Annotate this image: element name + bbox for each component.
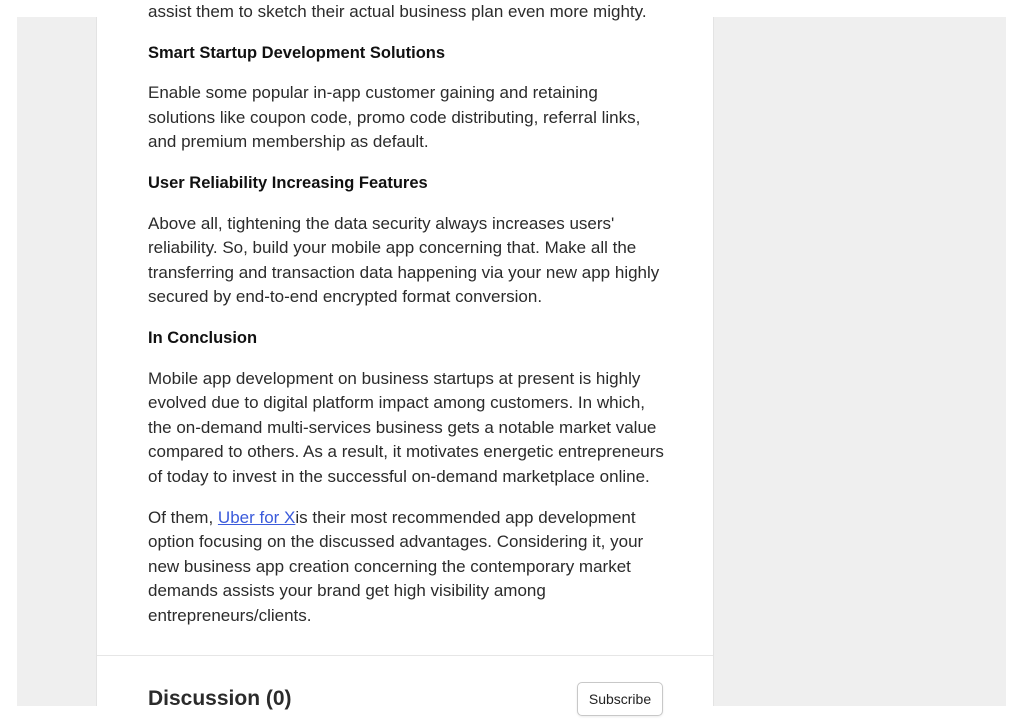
section-heading-conclusion: In Conclusion xyxy=(148,328,258,347)
article-paragraph-final xyxy=(148,506,668,629)
section-divider xyxy=(97,655,713,656)
discussion-title: Discussion (0) xyxy=(148,687,292,710)
article-card xyxy=(96,2,714,710)
article-paragraph: Mobile app development on business startups at present is highly evolved due to digital platform impact among customers. In which, the on-demand multi-services business gets a notable market value compared to others. As a result, it motivates energetic entrepreneurs of today to invest in the successful on-demand marketplace online. xyxy=(148,368,664,486)
final-paragraph-prefix: Of them, xyxy=(148,507,218,527)
page-frame xyxy=(17,2,1006,710)
article-paragraph: Enable some popular in-app customer gaining and retaining solutions like coupon code, promo code distributing, referral links, and premium membership as default. xyxy=(148,83,641,152)
uber-for-x-link[interactable]: Uber for X xyxy=(217,507,296,527)
subscribe-button[interactable]: Subscribe xyxy=(577,682,663,716)
article-paragraph: Above all, tightening the data security always increases users' reliability. So, build your mobile app concerning that. Make all the transferring and transaction data happening via your new app highly secured by end-to-end encrypted format conversion. xyxy=(148,213,660,307)
final-paragraph-suffix: is their most recommended app development option focusing on the discussed advantages. Considering it, your new business app creation concerning the contemporary market demands assists your brand get high visibility among entrepreneurs/clients. xyxy=(148,507,644,625)
section-heading-user-reliability: User Reliability Increasing Features xyxy=(148,173,428,192)
section-heading-smart-startup: Smart Startup Development Solutions xyxy=(148,43,446,62)
article-body xyxy=(148,0,668,644)
article-paragraph: assist them to sketch their actual business plan even more mighty. xyxy=(148,2,647,21)
